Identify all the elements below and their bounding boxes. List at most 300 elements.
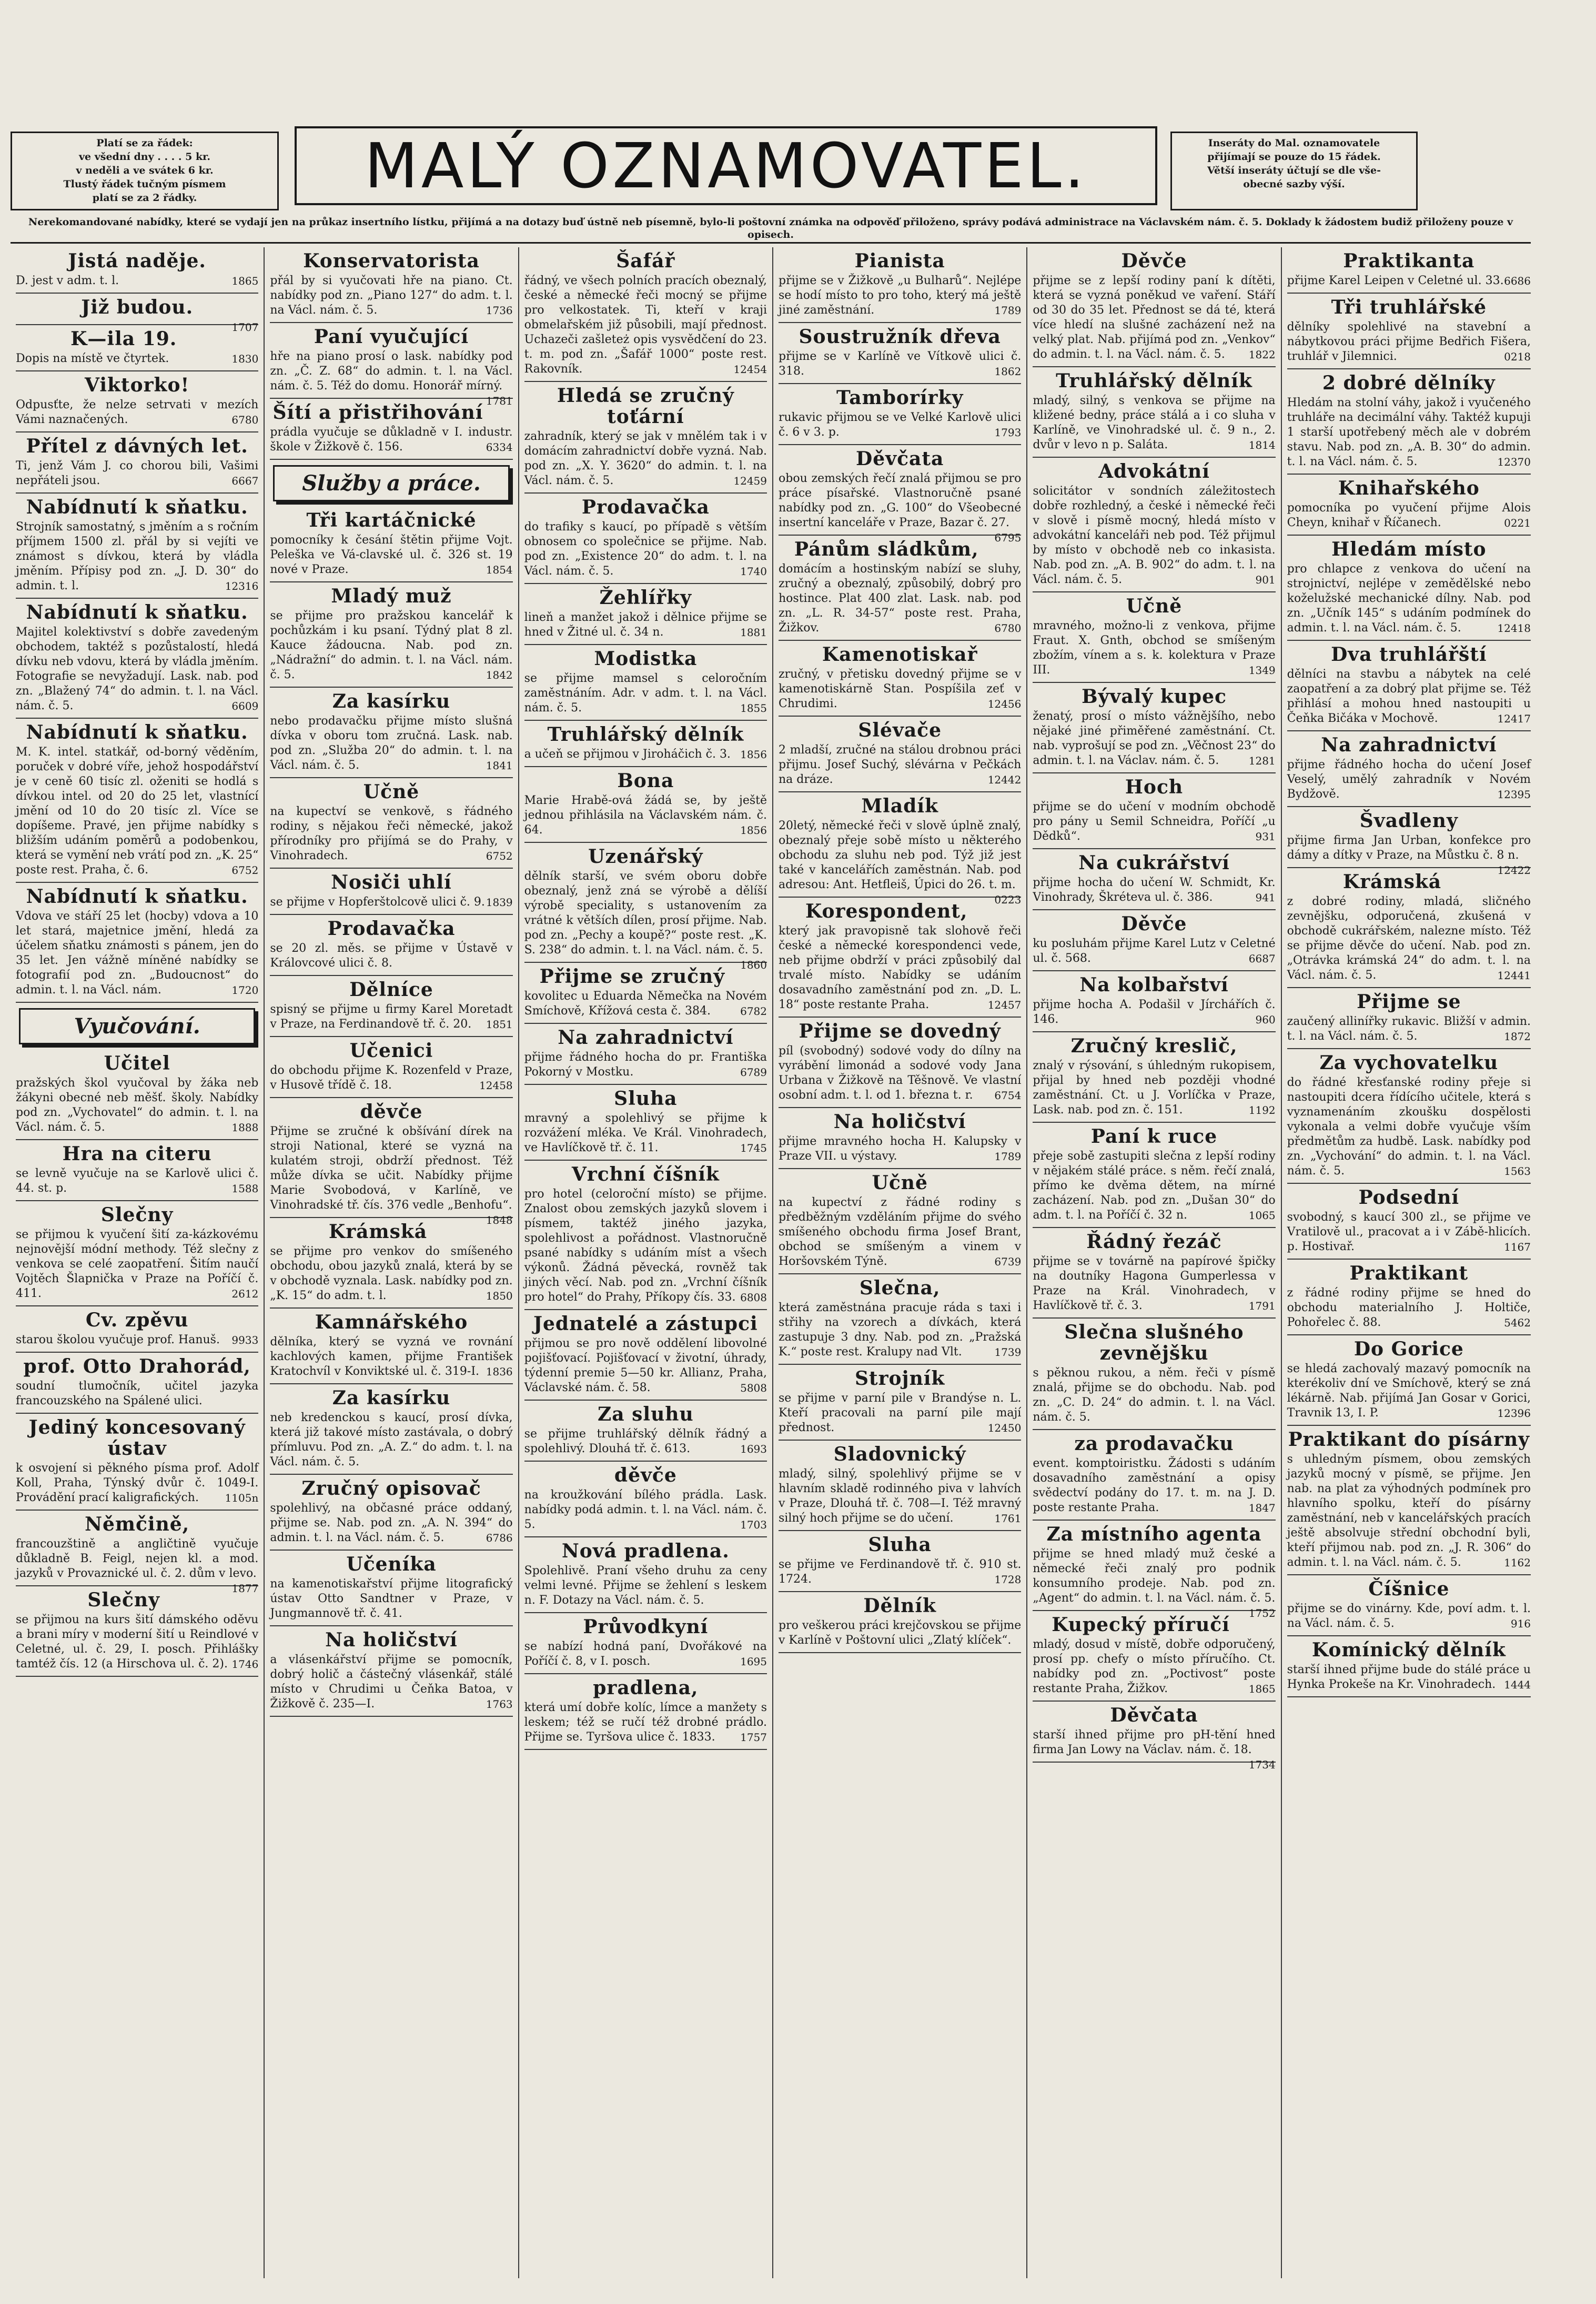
ad-title: Praktikanta (1343, 250, 1475, 272)
ad-body: a vlásenkářství přijme se pomocník, dobrý holič a částečný vlásenkář, stálé místo v Chrudimi u Čeňka Batoa, v Žižkově č. 235—I. (270, 1653, 513, 1711)
ad-text (779, 819, 1022, 906)
ad-body: k osvojení si pěkného písma prof. Adolf Koll, Praha, Týnský dvůr č. 1049-I. Provádění prací kaligrafických. (16, 1462, 259, 1504)
ad-number: 12422 (1497, 864, 1531, 877)
ad-text (524, 1488, 767, 1532)
classified-ad (779, 445, 1022, 544)
classified-ad (270, 1037, 512, 1098)
ad-number: 1105n (225, 1492, 259, 1504)
classified-ad (16, 1414, 258, 1511)
ad-body: D. jest v adm. t. l. (16, 274, 119, 287)
ad-body: Spolehlivě. Praní všeho druhu za ceny velmi levné. Přijme se žehlení s leskem n. F. Dotazy na Václ. nám. č. 5. (524, 1564, 767, 1607)
classified-ad (1287, 868, 1531, 988)
ad-text (779, 410, 1021, 440)
ad-text (1287, 1362, 1531, 1421)
ad-title: Modistka (594, 648, 698, 670)
ad-body: pražských škol vyučoval by žáka neb žákyni obecné neb měšť. školy. Nabídky pod zn. „Vychovatel“ do admin. t. l. na Václ. nám. č. 5. (16, 1076, 259, 1134)
classified-ad (270, 507, 512, 582)
ad-title: 2 dobré dělníky (1322, 372, 1496, 394)
ad-title: Zručný kreslič, (1070, 1035, 1238, 1057)
classified-ad (270, 1626, 512, 1717)
ad-body: přijme Karel Leipen v Celetné ul. 33. (1287, 274, 1504, 287)
classified-ad (524, 721, 767, 767)
ad-number: 931 (1255, 830, 1276, 843)
ad-number: 5808 (740, 1382, 767, 1394)
ad-title: Na kolbařství (1079, 974, 1229, 996)
ad-number: 1814 (1248, 439, 1276, 451)
ad-text (1033, 484, 1275, 587)
ad-number: 12441 (1497, 969, 1531, 982)
ad-title: Již budou. (81, 296, 194, 318)
price-line: platí se za 2 řádky. (92, 192, 197, 204)
classified-ad (779, 1531, 1021, 1592)
ad-title: Slévače (858, 719, 942, 741)
classified-ad (1287, 1260, 1531, 1335)
classified-ad (16, 883, 258, 1003)
classified-ad (1033, 971, 1275, 1032)
ad-text (270, 1577, 512, 1621)
classified-ad (779, 1274, 1021, 1365)
ad-body: zahradník, který se jak v mnělém tak i v domácím zahradnictví dobře vyzná. Nab. pod zn. „X. Y. 3620“ do admin. t. l. na Václ. nám. č. 5. (524, 430, 767, 487)
classified-ad (1287, 475, 1531, 536)
classified-ad (1033, 458, 1275, 592)
ad-title: Zručný opisovač (301, 1477, 481, 1500)
ad-column-4 (773, 247, 1027, 2278)
ad-body: domácím a hostinským nabízí se sluhy, zručný a obeznalý, způsobilý, dobrý pro hostince. Plat 400 zlat. Lask. nab. pod zn. „L. R. 34-57“ poste rest. Praha, Žižkov. (779, 562, 1022, 635)
ad-text (779, 1557, 1021, 1587)
classified-ad (16, 1353, 258, 1414)
ad-body: se přijme pro pražskou kancelář k pochůzkám i ku psaní. Týdný plat 8 zl. Kauce žádoucna. Nab. pod zn. „Nádražní“ do admin. t. l. na Václ. nám. č. 5. (270, 609, 513, 681)
ad-body: přijme se v Žižkově „u Bulharů“. Nejlépe se hodí místo to pro toho, který má ještě jiné zaměstnání. (779, 274, 1022, 317)
ad-number: 1836 (486, 1365, 513, 1378)
ad-title: Průvodkyní (583, 1616, 709, 1638)
ad-body: přijme mravného hocha H. Kalupsky v Praze VII. u výstavy. (779, 1135, 1022, 1163)
ad-body: přijme se v Karlíně ve Vítkově ulici č. 318. (779, 350, 1022, 378)
ad-title: Korespondent, (805, 900, 968, 922)
ad-text (16, 1461, 258, 1505)
ad-text (524, 793, 767, 838)
classified-ad (524, 247, 767, 382)
ad-body: se hledá zachovalý mazavý pomocník na kterékoliv dní ve Smíchově, který se zná lékárně. Nab. přijímá Jan Gosar v Gorici, Travnik 13, I. P. (1287, 1362, 1531, 1420)
ad-text (1033, 1637, 1275, 1696)
ad-number: 6667 (231, 475, 259, 487)
ad-body: s uhledným písmem, obou zemských jazyků mocný v písmě, se přijme. Jen nab. na plat za výhodných podmínek pro hlavního spolku, kteří do písárny zaměstnání, neb v kancelářských pracích ještě absolvuje střední obchodní byli, kteří přijmou nab. pod zn. „J. R. 306“ do admin. t. l. na Václ. nám. č. 5. (1287, 1453, 1531, 1569)
ad-number: 1850 (486, 1290, 513, 1302)
ad-number: 1349 (1248, 664, 1276, 677)
ad-number: 6609 (231, 700, 259, 712)
ad-body: se přijmou k vyučení šití za-kázkovému nejnovější módní methody. Též slečny z venkova se celé zaopatření. Šitím naučí Vojtěch Šlapnička v Praze na Poříčí č. 411. (16, 1228, 259, 1300)
ad-text (270, 533, 512, 577)
ad-text (1287, 894, 1531, 983)
classified-ad (270, 399, 512, 460)
ad-title: Mladík (861, 795, 938, 817)
ad-text (779, 274, 1021, 318)
ad-body: píl (svobodný) sodové vody do dílny na vyrábění limonád a sodové vody Jana Urbana v Žižkově na Těšnově. Ve vlastní osobní adm. t. l. od 1. března t. r. (779, 1044, 1022, 1102)
ad-title: Knihařského (1338, 477, 1480, 499)
ad-title: Prodavačka (581, 496, 710, 518)
ad-number: 1167 (1504, 1241, 1531, 1253)
classified-ad (270, 1309, 512, 1384)
classified-ad (1287, 1049, 1531, 1184)
ad-number: 6686 (1504, 275, 1531, 287)
ad-body: dělníky spolehlivé na stavební a nábytkovou práci přijme Bedřich Fišera, truhlář v Jilemnici. (1287, 320, 1531, 363)
ad-title: Učitel (104, 1052, 170, 1074)
ad-title: Učně (363, 781, 420, 803)
price-line: Platí se za řádek: (96, 137, 193, 149)
classified-ad (16, 1140, 258, 1201)
ad-body: se přijmou na kurs šití dámského oděvu a brani míry v moderní šití u Reindlové v Celetné, ul. č. 29, I. posch. Přihlášky tamtéž čís. 12 (a Hirschova ul. č. 2). (16, 1613, 259, 1671)
ad-text (16, 398, 258, 427)
classified-ad (16, 371, 258, 432)
ad-title: Pianista (854, 250, 945, 272)
ad-title: Děvčata (856, 448, 944, 470)
info-line: Inseráty do Mal. oznamovatele (1208, 137, 1380, 149)
ad-title: Za kasírku (332, 1387, 451, 1409)
ad-title: Němčině, (85, 1513, 190, 1535)
ad-body: řádný, ve všech polních pracích obeznalý, české a německé řeči mocný se přijme pro velkostatek. Ti, kteří v kraji obmelařském již působili, mají přednost. Uchazeči zašleteż opis vysvědčení do 23. t. m. pod zn. „Šafář 1000“ poste rest. Rakovník. (524, 274, 767, 376)
classified-ad (16, 1050, 258, 1140)
ad-number: 1856 (740, 824, 767, 837)
ad-number: 1848 (486, 1214, 513, 1226)
ad-body: M. K. intel. statkář, od-borný věděním, poruček v dobré víře, jehož hospodářství je v ceně 60 tisíc zl. oženiti se hodlá s dívkou intel. od 20 do 25 let, vlastnící jmění od 10 do 20 tisíc zl. Více se dopíšeme. Pravé, jen přijme nabídky s bližším udáním poměrů a podobenkou, která se vymění neb vrátí pod zn. „K. 25“ poste rest. Praha, č. 6. (16, 746, 259, 877)
classified-ad (16, 294, 259, 334)
ad-body: se přijme v Hopferštolcově ulici č. 9. (270, 896, 485, 909)
ad-text (270, 714, 512, 773)
classified-ad (779, 792, 1022, 906)
ad-number: 2612 (231, 1287, 259, 1300)
ad-body: Dopis na místě ve čtyrtek. (16, 352, 169, 365)
ad-body: přijme řádného hocha do učení Josef Veselý, umělý zahradník v Novém Bydžově. (1287, 758, 1531, 801)
ad-text (524, 1639, 767, 1669)
ad-text (779, 1044, 1021, 1103)
ad-body: 2 mladší, zručné na stálou drobnou práci přijmu. Josef Suchý, slévárna v Pečkách na dráze. (779, 743, 1022, 786)
ad-number: 1841 (486, 759, 513, 772)
ad-title: Sladovnický (833, 1443, 966, 1465)
classified-ad (1287, 1426, 1531, 1575)
ad-number: 12458 (479, 1079, 513, 1092)
ad-body: se přijme mamsel s celoročním zaměstnáním. Adr. v adm. t. l. na Václ. nám. č. 5. (524, 672, 767, 715)
ad-body: obou zemských řečí znalá přijmou se pro práce písařské. Vlastnoručně psané nabídky pod zn. „G. 100“ do Všeobecné insertní kanceláře v Praze, Bazar č. 27. (779, 472, 1022, 529)
ad-text (779, 349, 1021, 379)
ad-number: 1865 (231, 275, 259, 287)
ad-number: 6739 (994, 1255, 1022, 1268)
price-box (11, 132, 279, 210)
ad-text (1033, 876, 1275, 905)
ad-number: 12396 (1497, 1407, 1531, 1420)
ad-number: 1065 (1248, 1209, 1276, 1222)
ad-title: Advokátní (1098, 460, 1210, 482)
ad-title: Praktikant do písárny (1288, 1428, 1530, 1451)
ad-text (270, 1501, 512, 1545)
classified-ad (270, 1475, 512, 1551)
ad-title: Přijme se zručný (539, 965, 725, 988)
ad-body: neb kredenckou s kaucí, prosí dívka, která již takové místo zastávala, o dobrý přímluvu. Pod zn. „A. Z.“ do adm. t. l. na Václ. nám. č. 5. (270, 1411, 513, 1468)
ad-number: 5462 (1504, 1316, 1531, 1329)
ad-title: děvče (360, 1101, 423, 1123)
ad-body: pro chlapce z venkova do učení na strojnictví, nejlépe v zemědělské nebo koželužské mechanické dílny. Nab. pod zn. „Učník 145“ s udáním podmínek do admin. t. l. na Václ. nám. č. 5. (1287, 562, 1531, 635)
ad-title: Děvčata (1110, 1704, 1198, 1726)
classified-ad (1287, 247, 1531, 294)
ad-title: Kupecký příručí (1052, 1614, 1230, 1636)
ad-number: 901 (1255, 574, 1276, 586)
ad-body: se přijme v parní pile v Brandýse n. L. Kteří pracovali na parní pile mají přednost. (779, 1392, 1022, 1434)
ad-text (779, 1195, 1021, 1269)
classified-ad (1033, 849, 1275, 910)
ad-body: rukavic přijmou se ve Velké Karlově ulici č. 6 v 3. p. (779, 411, 1022, 439)
ad-text (779, 1618, 1021, 1648)
ad-title: Šítí a přistřihování (272, 401, 483, 424)
classified-ad (270, 688, 512, 778)
ad-title: Hra na citeru (62, 1143, 212, 1165)
ad-body: pomocníky k česání štětin přijme Vojt. Peleška ve Vá-clavské ul. č. 326 st. 19 nové v Praze. (270, 534, 513, 576)
ad-body: do trafiky s kaucí, po případě s větším obnosem co společnice se přijme. Nab. pod zn. „Existence 20“ do adm. t. l. na Václ. nám. č. 5. (524, 520, 767, 578)
classified-ad (524, 382, 767, 494)
ad-text (16, 351, 258, 366)
ad-title: Soustružník dřeva (799, 326, 1001, 348)
ad-number: 1865 (1248, 1683, 1276, 1695)
classified-ad (1033, 1319, 1275, 1430)
ad-text (524, 1427, 767, 1456)
title-box (295, 126, 1157, 205)
ad-body: mladý, silný, spolehlivý přijme se v hlavním skladě rodinného piva v lahvích v Praze, Dlouhá tř. č. 708—I. Též mravný silný hoch přijme se do učení. (779, 1467, 1022, 1525)
classified-ad (524, 1024, 767, 1085)
classified-ad (779, 536, 1021, 641)
ad-number: 1693 (740, 1443, 767, 1455)
ad-number: 1707 (231, 321, 259, 334)
ad-title: Nová pradlena. (561, 1540, 730, 1562)
ad-title: Švadleny (1359, 810, 1458, 832)
ad-body: přijme hocha A. Podašil v Jírchářích č. 146. (1033, 998, 1276, 1026)
ad-text (1287, 1663, 1531, 1692)
classified-ad (1033, 1228, 1275, 1319)
ad-number: 6687 (1248, 952, 1276, 965)
ad-title: Prodavačka (327, 918, 456, 940)
ad-body: Odpusťte, že nelze setrvati v mezích Vámi naznačených. (16, 398, 259, 426)
ad-column-1 (11, 247, 265, 2278)
ad-number: 1746 (231, 1658, 259, 1671)
ad-body: mladý, dosud v místě, dobře odporučený, prosí pp. chefy o místo příručího. Ct. nabídky pod zn. „Poctivost“ poste restante Praha, Žižkov. (1033, 1638, 1276, 1695)
ad-number: 1789 (994, 304, 1022, 317)
ad-body: se 20 zl. měs. se přijme v Ústavě v Královcové ulici č. 8. (270, 942, 513, 970)
ad-number: 12454 (733, 363, 767, 376)
classified-ad (524, 1085, 767, 1161)
ad-text (779, 471, 1022, 544)
ad-text (1287, 758, 1531, 802)
ad-body: event. komptoiristku. Žádosti s udáním dosavadního zaměstnání a opisy svědectví podány do 17. t. m. na J. D. poste restante Praha. (1033, 1457, 1276, 1514)
ad-body: Ti, jenž Vám J. co chorou bili, Vašimi nepřáteli jsou. (16, 459, 259, 487)
ad-title: Krámská (328, 1221, 428, 1243)
ad-text (270, 1335, 512, 1379)
ad-title: Slečny (100, 1204, 174, 1226)
ad-body: Marie Hrabě-ová žádá se, by ještě jednou přihlásila na Václavském nám. č. 64. (524, 794, 767, 837)
ad-text (270, 349, 513, 407)
ad-number: 1757 (740, 1731, 767, 1744)
classified-ad (779, 384, 1021, 445)
ad-number: 1192 (1248, 1104, 1276, 1116)
ad-title: Paní k ruce (1090, 1125, 1218, 1148)
classified-ad (16, 1586, 258, 1677)
ad-number: 960 (1255, 1013, 1276, 1026)
ad-number: 0221 (1504, 517, 1531, 529)
classified-ad (1287, 536, 1531, 641)
ad-body: pro hotel (celoroční místo) se přijme. Znalost obou zemských jazyků slovem i písmem, taktéž jiného jazyka, spolehlivost a pořádnost. Vlastnoručně psané nabídky s udáním míst a všech výkonů. Žádná pěvecká, rovněž tak jiných věcí. Nab. pod zn. „Vrchní číšník pro hotel“ do Prahy, Příkopy čís. 33. (524, 1188, 767, 1304)
ad-body: přijme řádného hocha do pr. Františka Pokorný v Mostku. (524, 1051, 767, 1079)
classified-ad (1033, 1430, 1275, 1521)
ad-number: 1752 (1248, 1607, 1276, 1619)
ad-text (779, 667, 1021, 711)
ad-number: 1888 (231, 1121, 259, 1134)
ad-number: 1736 (486, 304, 513, 317)
ad-body: přijme se v továrně na papírové špičky na doutníky Hagona Gumperlessa v Praze na Král. Vinohradech, v Havlíčkově tř. č. 3. (1033, 1255, 1276, 1312)
classified-ad (270, 1551, 512, 1626)
ad-text (1287, 1014, 1531, 1044)
ad-text (16, 1076, 258, 1135)
classified-ad (1033, 367, 1275, 458)
ad-title: Pánům sládkům, (794, 538, 979, 560)
ad-text (1033, 1366, 1275, 1425)
ad-title: Nabídnutí k sňatku. (26, 721, 248, 743)
ad-title: Učně (1126, 595, 1183, 617)
ad-body: pro veškerou práci krejčovskou se přijme v Karlíně v Poštovní ulici „Zlatý klíček“. (779, 1619, 1022, 1647)
classified-ad (1287, 731, 1531, 807)
ad-body: se přijme ve Ferdinandově tř. č. 910 st. 1724. (779, 1558, 1022, 1586)
ad-title: Učně (872, 1172, 928, 1194)
ad-title: Slečna slušného zevnějšku (1064, 1321, 1244, 1364)
ad-number: 1856 (740, 748, 767, 761)
ad-body: kovolitec u Eduarda Němečka na Novém Smíchově, Křížová cesta č. 384. (524, 990, 767, 1018)
ad-title: Kamnářského (315, 1311, 468, 1333)
ad-title: Děvče (1121, 913, 1187, 935)
ad-text (270, 804, 512, 863)
ad-body: přijme firma Jan Urban, konfekce pro dámy a dítky v Praze, na Můstku č. 8 n. (1287, 834, 1531, 862)
classified-ad (16, 719, 258, 883)
ad-body: nebo prodavačku přijme místo slušná dívka v oboru tom zručná. Lask. nab. pod zn. „Služba 20“ do admin. t. l. na Václ. nám. č. 5. (270, 715, 513, 772)
ad-title: Tamborírky (836, 387, 964, 409)
ad-number: 1830 (231, 353, 259, 365)
ad-title: Za sluhu (598, 1403, 694, 1425)
classified-ad (1287, 1575, 1531, 1636)
ad-body: přeje sobě zastupiti slečna z lepší rodiny v nějakém stálé práce. s něm. řečí znalá, přímo ke dvěma dětem, na mírné zacházení. Nab. pod zn. „Dušan 30“ do adm. t. l. na Poříčí č. 32 n. (1033, 1150, 1276, 1222)
classified-ad (524, 1310, 767, 1401)
ad-text (524, 747, 767, 762)
ad-number: 1745 (740, 1142, 767, 1154)
classified-ad (270, 915, 512, 976)
ad-number: 1793 (994, 426, 1022, 439)
ad-title: Viktorko! (85, 374, 190, 396)
ad-body: lineň a manžet jakož i dělnice přijme se hned v Žitné ul. č. 34 n. (524, 611, 767, 639)
ad-number: 6752 (231, 864, 259, 877)
ad-body: z dobré rodiny, mladá, sličného zevnějšku, odporučená, zkušená v obchodě cukrářském, nalezne místo. Též se přijme děvče do učení. Nab. pod zn. „Otrávka krámská 24“ do adm. t. l. na Václ. nám. č. 5. (1287, 895, 1531, 982)
ad-text (270, 941, 512, 971)
ad-title: pradlena, (593, 1677, 699, 1699)
ad-body: hře na piano prosí o lask. nabídky pod zn. „Č. Z. 68“ do admin. t. l. na Václ. nám. č. 5. Též do domu. Honorář mírný. (270, 350, 513, 393)
section-heading-teaching: Vyučování. (19, 1008, 255, 1044)
ad-title: Cv. zpěvu (85, 1309, 189, 1331)
ad-number: 6754 (994, 1089, 1022, 1102)
ad-body: mladý, silný, s venkova se přijme na kližené bedny, práce stálá a i co sluha v Karlíně, ve Vinohradské ul. č. 9 n., 2. dvůr v levo n p. Saláta. (1033, 394, 1276, 451)
ad-text (16, 274, 258, 288)
ad-title: Truhlářský dělník (1056, 370, 1252, 392)
ad-title: Strojník (854, 1367, 945, 1390)
classified-ad (1033, 1611, 1275, 1702)
ad-title: Učeníka (346, 1553, 437, 1575)
ad-body: prádla vyučuje se důkladně v I. industr. škole v Žižkově č. 156. (270, 426, 513, 454)
ad-number: 9933 (231, 1334, 259, 1346)
ad-title: Dva truhlářští (1331, 643, 1487, 666)
ad-text (270, 1124, 513, 1226)
ad-text (524, 1111, 767, 1155)
ad-text (1033, 1456, 1275, 1515)
ad-number: 12442 (987, 773, 1022, 786)
ad-title: Jediný koncesovaný ústav (28, 1416, 246, 1460)
classified-ad (779, 1441, 1021, 1531)
classified-ad (1033, 1702, 1276, 1771)
ad-title: Dělník (863, 1595, 936, 1617)
classified-ad (1287, 807, 1531, 877)
info-line: obecné sazby výší. (1243, 178, 1345, 190)
ad-body: která umí dobře kolíc, límce a manžety s leskem; též se ručí též drobné prádlo. Přijme se. Tyršova ulice č. 1833. (524, 1701, 767, 1744)
ad-title: Mladý muž (331, 585, 452, 607)
classified-ad (1033, 1521, 1276, 1619)
ad-body: solicitátor v sondních záležitostech dobře rozhledný, a české i německé řeči v slově i písmě mocný, hledá místo v advokátní kanceláři neb pod. Též přijmul by místo v obchodě neb co inkasista. Nab. pod zn. „A. B. 902“ do adm. t. l. na Václ. nám. č. 5. (1033, 485, 1276, 586)
ad-body: ženatý, prosí o místo vážnějšího, nebo nějaké jiné přiměřené zaměstnání. Ct. nab. vyprošují se pod zn. „Věčnost 23“ do admin. t. l. na Václav. nám. č. 5. (1033, 710, 1276, 767)
ad-number: 1877 (231, 1582, 259, 1595)
ad-number: 1281 (1248, 754, 1276, 767)
ad-title: Děvče (1121, 250, 1187, 272)
ad-number: 12370 (1497, 456, 1531, 468)
ad-number: 6780 (994, 622, 1022, 635)
ad-body: spolehlivý, na občasné práce oddaný, přijme se. Nab. pod zn. „A. N. 394“ do admin. t. l. na Václ. nám. č. 5. (270, 1502, 513, 1544)
classified-ad (779, 717, 1021, 792)
classified-ad (524, 584, 767, 645)
classified-ad (1033, 910, 1275, 971)
classified-ad (16, 1201, 258, 1306)
ad-number: 941 (1255, 891, 1276, 904)
ad-number: 6808 (740, 1291, 767, 1304)
ad-body: mravný a spolehlivý se přijme k rozvážení mléka. Ve Král. Vinohradech, ve Havlíčkově tř. č. 11. (524, 1112, 767, 1154)
ad-title: Žehlířky (599, 587, 692, 609)
ad-text (16, 909, 258, 998)
ad-body: do obchodu přijme K. Rozenfeld v Praze, v Husově třídě č. 18. (270, 1064, 513, 1092)
classified-ad (270, 1384, 512, 1475)
ad-body: dělníka, který se vyzná ve rovnání kachlových kamen, přijme František Kratochvíl v Konviktské ul. č. 319-I. (270, 1335, 513, 1378)
ad-text (1033, 619, 1275, 678)
classified-ad (779, 1592, 1021, 1653)
ad-number: 1842 (486, 669, 513, 681)
ad-text (1033, 998, 1275, 1027)
ad-number: 1860 (740, 959, 767, 971)
ad-text (16, 1166, 258, 1196)
ad-number: 1881 (740, 626, 767, 639)
ad-body: se přijme pro venkov do smíšeného obchodu, obou jazyků znalá, která by se v obchodě vyznala. Lask. nabídky pod zn. „K. 15“ do adm. t. l. (270, 1245, 513, 1302)
ad-number: 1162 (1504, 1556, 1531, 1569)
ad-body: přijme se z lepší rodiny paní k dítěti, která se vyzná poněkud ve vaření. Stáří od 30 do 35 let. Přednost se dá té, která více hledí na slušné zacházení než na velký plat. Nab. přijímá pod zn. „Venkov“ do admin. t. l. na Václ. nám. č. 5. (1033, 274, 1276, 361)
ad-number: 12395 (1497, 788, 1531, 801)
ad-body: dělník starší, ve svém oboru dobře obeznalý, jenž zná se výrobě a dělíší výrobě speciality, s ustanovením za vrátné k větších dílen, prosí přijme. Nab. pod zn. „Pechy a koupě?“ poste rest. „K. S. 238“ do admin. t. l. na Václ. nám. č. 5. (524, 870, 767, 957)
ad-text (524, 1336, 767, 1395)
ad-title: Šafář (616, 250, 675, 272)
classified-ad (779, 1018, 1021, 1108)
classified-ad (524, 1401, 767, 1462)
classified-ad (1287, 369, 1531, 475)
ad-number: 6752 (486, 850, 513, 862)
ad-text (16, 1333, 258, 1347)
classified-ad (16, 432, 258, 494)
ad-title: Na zahradnictví (1321, 734, 1497, 756)
ad-text (1287, 396, 1531, 469)
ad-text (1033, 800, 1275, 844)
classified-ad (16, 247, 258, 294)
ad-body: dělníci na stavbu a nábytek na celé zaopatření a za dobrý plat přijme se. Též přihlásí a mohou hned nastoupiti u Čeňka Bičáka v Mochově. (1287, 668, 1531, 725)
